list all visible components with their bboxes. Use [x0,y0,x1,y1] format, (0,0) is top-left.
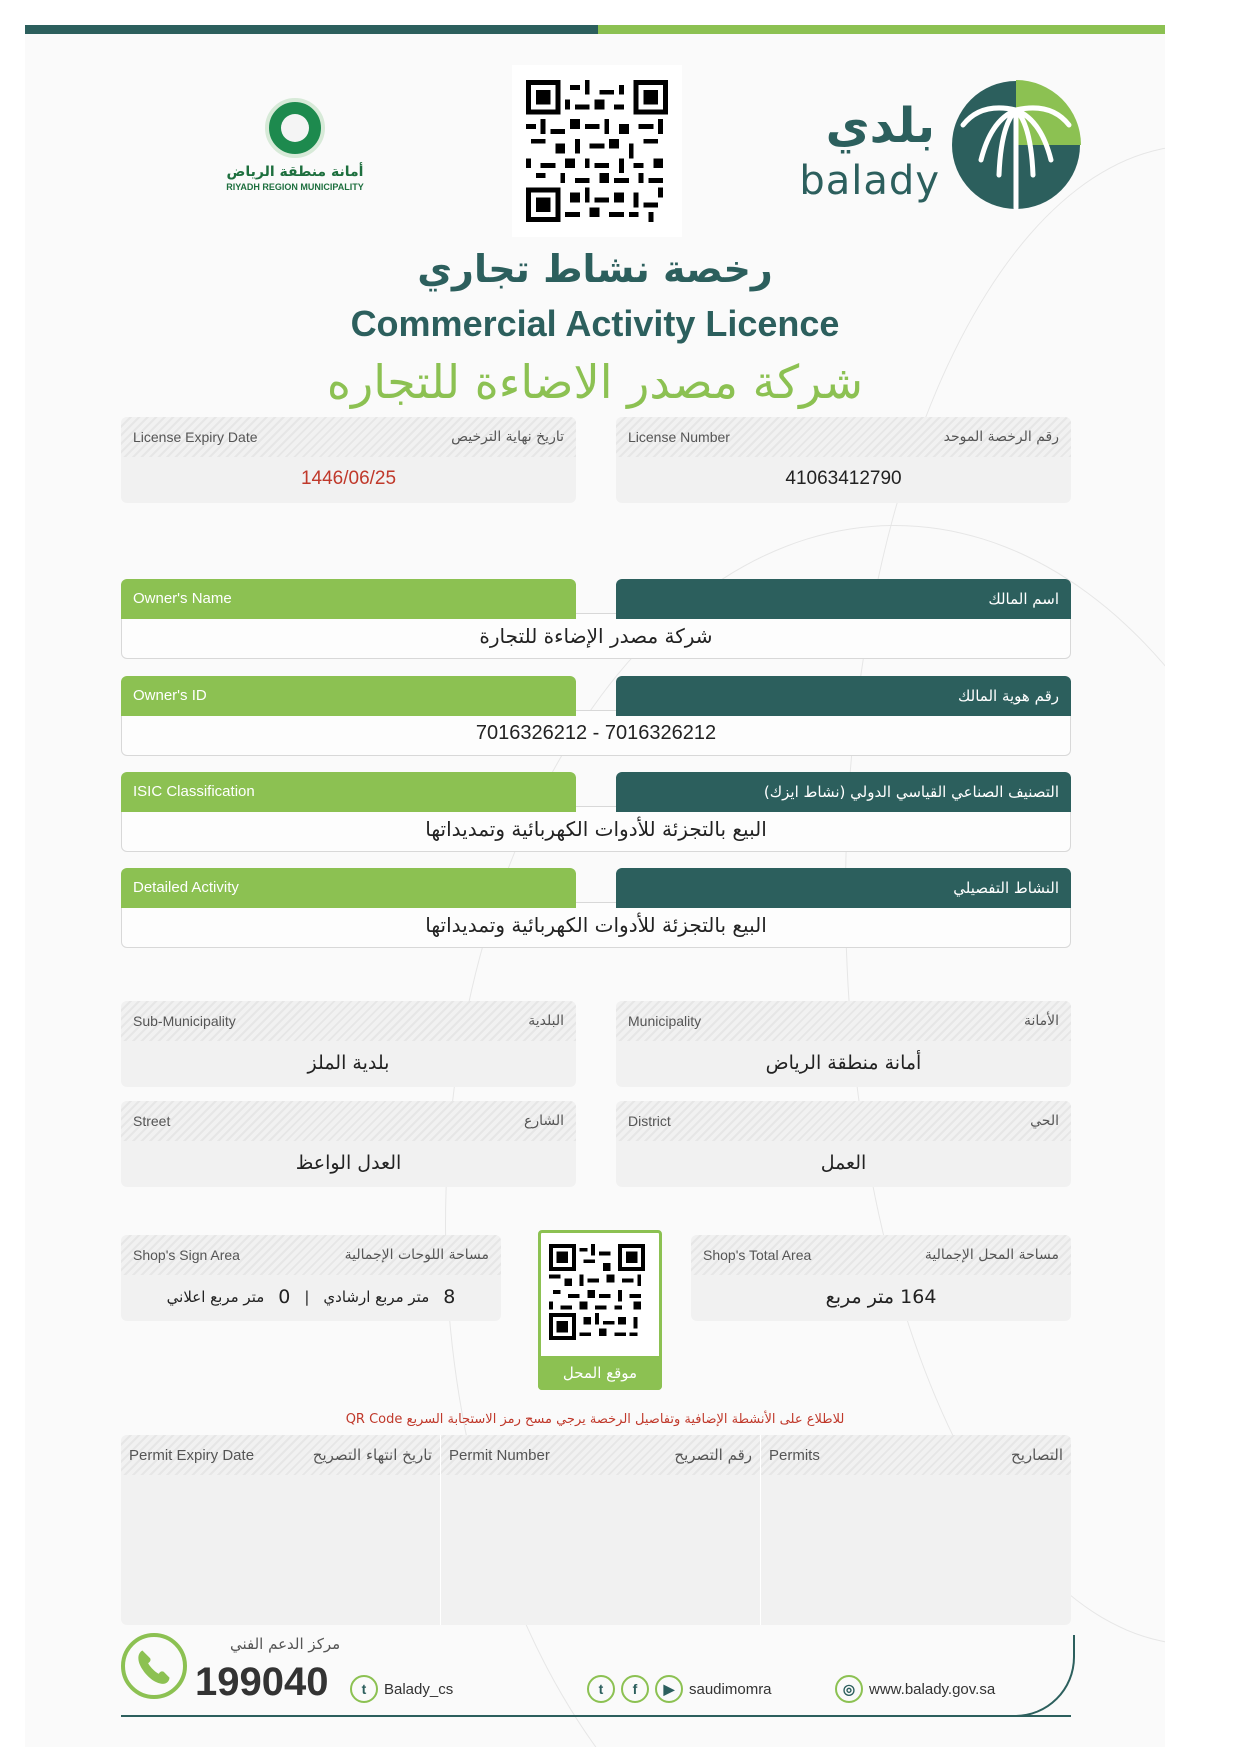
owner-name-value: شركة مصدر الإضاءة للتجارة [121,613,1071,659]
support-center-label: مركز الدعم الفني [230,1635,341,1653]
district-label-ar: الحي [1030,1113,1059,1129]
company-name-title: شركة مصدر الاضاءة للتجاره [326,355,864,409]
website-link[interactable] [835,1675,995,1703]
top-bar-dark [25,25,598,34]
license-number-value: 41063412790 [785,468,902,489]
twitter-cs-link[interactable] [350,1675,453,1703]
riyadh-logo-arabic: أمانة منطقة الرياض [226,164,364,180]
detailed-activity-label-ar: النشاط التفصيلي [616,868,1071,908]
twitter-icon: t [587,1675,615,1703]
qr-code-icon [549,1239,645,1345]
sign-area-ad-value: 0 [278,1286,291,1308]
license-expiry-label-en: License Expiry Date [133,429,258,445]
permit-number-label-ar: رقم التصريح [674,1446,752,1464]
district-label-en: District [628,1113,671,1129]
shop-location-qr[interactable] [538,1230,662,1390]
sign-area-card [121,1235,501,1321]
footer-line [121,1715,1071,1717]
owner-name-label-en: Owner's Name [121,579,576,619]
riyadh-emblem-icon [265,98,325,158]
isic-value: البيع بالتجزئة للأدوات الكهربائية وتمديداتها [121,806,1071,852]
municipality-value: أمانة منطقة الرياض [765,1052,922,1074]
sub-municipality-card [121,1001,576,1087]
license-document [25,25,1165,1747]
total-area-card [691,1235,1071,1321]
owner-name-label-ar: اسم المالك [616,579,1071,619]
sign-area-ad-unit: متر مربع اعلاني [166,1288,265,1306]
permits-label-en: Permits [769,1446,820,1464]
isic-label-ar: التصنيف الصناعي القياسي الدولي (نشاط ايزك) [616,772,1071,812]
title-arabic: رخصة نشاط تجاري [417,247,773,291]
social-links[interactable] [587,1675,772,1703]
sign-area-separator: | [304,1288,310,1306]
balady-logo [785,80,1085,225]
owner-id-label-en: Owner's ID [121,676,576,716]
top-bar-light [598,25,1165,34]
detailed-activity-value: البيع بالتجزئة للأدوات الكهربائية وتمديداتها [121,902,1071,948]
sign-area-label-ar: مساحة اللوحات الإجمالية [344,1247,489,1263]
total-area-value: 164 متر مربع [825,1286,937,1308]
license-expiry-card [121,417,576,503]
permit-number-label-en: Permit Number [449,1446,550,1464]
district-card [616,1101,1071,1187]
owner-name-row [121,579,1071,659]
detailed-activity-label-en: Detailed Activity [121,868,576,908]
palm-tree-icon [951,80,1081,210]
qr-code-icon [526,79,668,223]
shop-location-caption: موقع المحل [538,1356,662,1390]
license-expiry-label-ar: تاريخ نهاية الترخيص [451,429,564,445]
street-label-ar: الشارع [523,1113,564,1129]
total-area-label-ar: مساحة المحل الإجمالية [924,1247,1059,1263]
sub-municipality-value: بلدية الملز [307,1052,390,1074]
street-card [121,1101,576,1187]
permit-expiry-column [121,1435,441,1625]
street-label-en: Street [133,1113,171,1129]
facebook-icon: f [621,1675,649,1703]
municipality-label-ar: الأمانة [1023,1013,1059,1029]
owner-id-value: 7016326212 - 7016326212 [121,710,1071,756]
twitter-icon: t [350,1675,378,1703]
top-color-bar [25,25,1165,34]
riyadh-logo-english: RIYADH REGION MUNICIPALITY [226,182,364,192]
permits-column [761,1435,1071,1625]
detailed-activity-row [121,868,1071,948]
owner-id-row [121,676,1071,756]
permits-table [121,1435,1071,1625]
sign-area-value [121,1275,501,1319]
phone-icon [121,1633,187,1699]
balady-logo-arabic: بلدي [825,98,935,154]
permits-label-ar: التصاريح [1011,1446,1063,1464]
website-url: www.balady.gov.sa [869,1680,996,1698]
municipality-label-en: Municipality [628,1013,702,1029]
riyadh-emblem-inner [281,114,309,142]
sub-municipality-label-ar: البلدية [528,1013,564,1029]
isic-row [121,772,1071,852]
permit-number-column [441,1435,761,1625]
balady-logo-english: balady [799,158,940,204]
isic-label-en: ISIC Classification [121,772,576,812]
license-number-label-en: License Number [628,429,730,445]
owner-id-label-ar: رقم هوية المالك [616,676,1071,716]
twitter-cs-handle: Balady_cs [384,1680,454,1698]
license-number-label-ar: رقم الرخصة الموحد [943,429,1059,445]
title-english: Commercial Activity Licence [350,303,840,344]
district-value: العمل [820,1152,867,1174]
youtube-icon: ▶ [655,1675,683,1703]
permit-expiry-label-en: Permit Expiry Date [129,1446,255,1464]
support-number[interactable]: 199040 [195,1660,329,1704]
riyadh-municipality-logo [205,70,385,220]
sub-municipality-label-en: Sub-Municipality [133,1013,236,1029]
street-value: العدل الواعظ [295,1152,402,1174]
permit-expiry-label-ar: تاريخ انتهاء التصريح [312,1446,432,1464]
sign-area-guidance-value: 8 [443,1286,456,1308]
social-handle: saudimomra [689,1680,772,1698]
total-area-label-en: Shop's Total Area [703,1247,812,1263]
globe-icon: ◎ [835,1675,863,1703]
phone-glyph [125,1637,183,1695]
sign-area-guidance-unit: متر مربع ارشادي [323,1288,430,1306]
municipality-card [616,1001,1071,1087]
sign-area-label-en: Shop's Sign Area [133,1247,240,1263]
license-expiry-value: 1446/06/25 [300,468,397,489]
license-qr-code[interactable] [512,65,682,237]
license-number-card [616,417,1071,503]
qr-notice: للاطلاع على الأنشطة الإضافية وتفاصيل الرخصة يرجي مسح رمز الاستجابة السريع QR Code [345,1412,845,1427]
